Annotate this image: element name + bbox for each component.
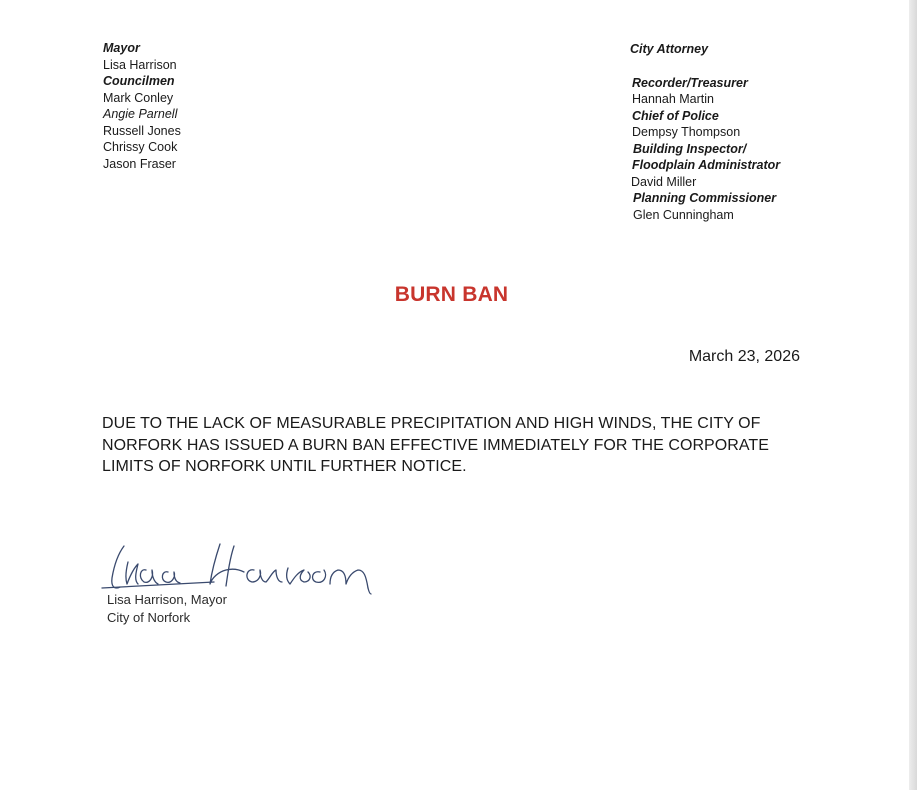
police-name: Dempsy Thompson: [632, 125, 741, 139]
signature-stroke: [247, 570, 282, 582]
signature-stroke: [140, 570, 158, 584]
signature-stroke: [226, 546, 234, 586]
planning-role-label: Planning Commissioner: [633, 191, 777, 205]
signature-stroke: [102, 582, 214, 588]
notice-line: DUE TO THE LACK OF MEASURABLE PRECIPITATION AND HIGH WINDS, THE CITY OF: [102, 415, 761, 432]
inspector-name: David Miller: [631, 174, 697, 189]
notice-line: NORFORK HAS ISSUED A BURN BAN EFFECTIVE IMMEDIATELY FOR THE CORPORATE: [102, 436, 769, 454]
page-edge: [909, 0, 917, 790]
inspector-role-label: Building Inspector/: [633, 141, 747, 156]
council-member: Jason Fraser: [103, 156, 176, 171]
councilmen-role-label: Councilmen: [103, 74, 175, 88]
planning-name: Glen Cunningham: [633, 207, 734, 222]
signature-stroke: [287, 568, 310, 584]
mayor-role-label: Mayor: [103, 41, 140, 55]
notice-line: LIMITS OF NORFORK UNTIL FURTHER NOTICE.: [102, 458, 467, 475]
signature-stroke: [126, 562, 138, 584]
officials-right-column: [630, 41, 780, 223]
mayor-name: Lisa Harrison: [103, 57, 177, 72]
signature-block: [107, 591, 227, 627]
attorney-name-blank: [630, 58, 780, 75]
handwritten-signature: [94, 532, 379, 600]
officials-left-column: [103, 40, 181, 172]
notice-date: March 23, 2026: [688, 348, 800, 365]
attorney-role-label: City Attorney: [630, 42, 709, 56]
council-member: Russell Jones: [103, 123, 181, 138]
notice-body: [102, 413, 802, 478]
police-role-label: Chief of Police: [632, 108, 719, 123]
page-title: BURN BAN: [394, 283, 509, 306]
council-member: Mark Conley: [103, 90, 174, 105]
floodplain-role-label: Floodplain Administrator: [632, 158, 781, 172]
signature-stroke: [112, 546, 124, 588]
recorder-name: Hannah Martin: [632, 92, 714, 106]
signer-name: Lisa Harrison, Mayor: [107, 592, 227, 607]
signer-organization: City of Norfork: [107, 610, 191, 625]
signature-stroke: [313, 570, 368, 588]
council-member: Angie Parnell: [103, 107, 178, 121]
signature-stroke: [162, 572, 180, 583]
signature-stroke: [368, 588, 371, 594]
council-member: Chrissy Cook: [103, 140, 178, 154]
recorder-role-label: Recorder/Treasurer: [632, 75, 748, 90]
